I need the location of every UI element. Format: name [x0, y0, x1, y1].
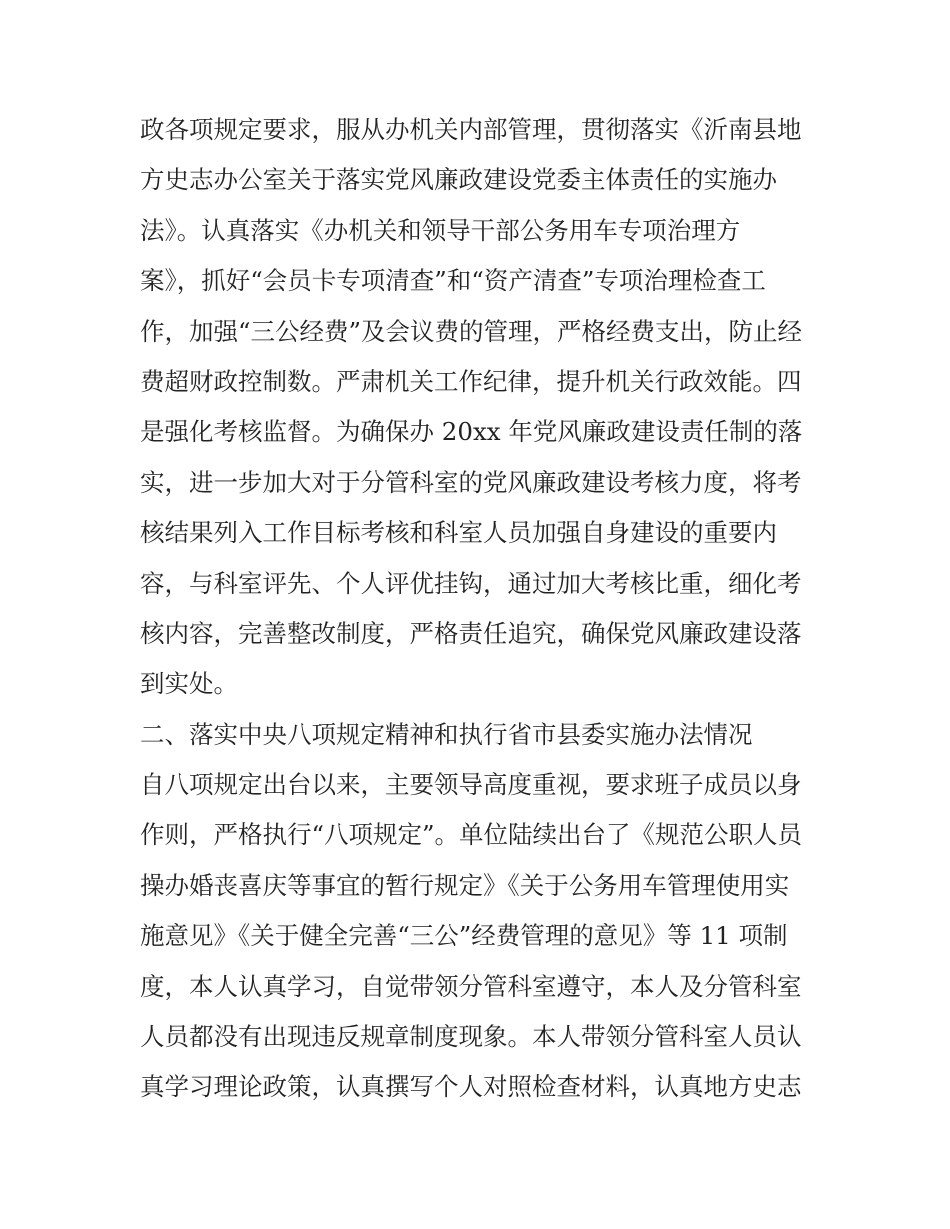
text-line: 方史志办公室关于落实党风廉政建设党委主体责任的实施办	[140, 165, 777, 195]
text-line: 案》，抓好“会员卡专项清查”和“资产清查”专项治理检查工	[140, 266, 766, 296]
text-line: 度，本人认真学习，自觉带领分管科室遵守，本人及分管科室	[140, 971, 802, 1001]
section-heading: 二、落实中央八项规定精神和执行省市县委实施办法情况	[140, 719, 753, 749]
text-line: 法》。认真落实《办机关和领导干部公务用车专项治理方	[140, 215, 741, 245]
text-line: 费超财政控制数。严肃机关工作纪律，提升机关行政效能。四	[140, 366, 802, 396]
text-line: 操办婚丧喜庆等事宜的暂行规定》《关于公务用车管理使用实	[140, 870, 790, 900]
text-line: 到实处。	[140, 669, 238, 699]
text-line: 人员都没有出现违反规章制度现象。本人带领分管科室人员认	[140, 1022, 802, 1052]
text-line: 核结果列入工作目标考核和科室人员加强自身建设的重要内	[140, 518, 777, 548]
document-body	[140, 105, 820, 1113]
text-line: 实，进一步加大对于分管科室的党风廉政建设考核力度，将考	[140, 467, 802, 497]
text-line: 政各项规定要求，服从办机关内部管理，贯彻落实《沂南县地	[140, 115, 802, 144]
text-line: 作，加强“三公经费”及会议费的管理，严格经费支出，防止经	[140, 316, 803, 346]
text-line: 施意见》《关于健全完善“三公”经费管理的意见》等 11 项制	[140, 921, 788, 951]
text-line: 是强化考核监督。为确保办 20xx 年党风廉政建设责任制的落	[140, 417, 803, 447]
text-line: 自八项规定出台以来，主要领导高度重视，要求班子成员以身	[140, 770, 802, 800]
text-line: 作则，严格执行“八项规定”。单位陆续出台了《规范公职人员	[140, 820, 803, 850]
text-line: 核内容，完善整改制度，严格责任追究，确保党风廉政建设落	[140, 618, 802, 648]
text-line: 真学习理论政策，认真撰写个人对照检查材料，认真地方史志	[140, 1072, 802, 1102]
text-line: 容，与科室评先、个人评优挂钩，通过加大考核比重，细化考	[140, 568, 802, 598]
